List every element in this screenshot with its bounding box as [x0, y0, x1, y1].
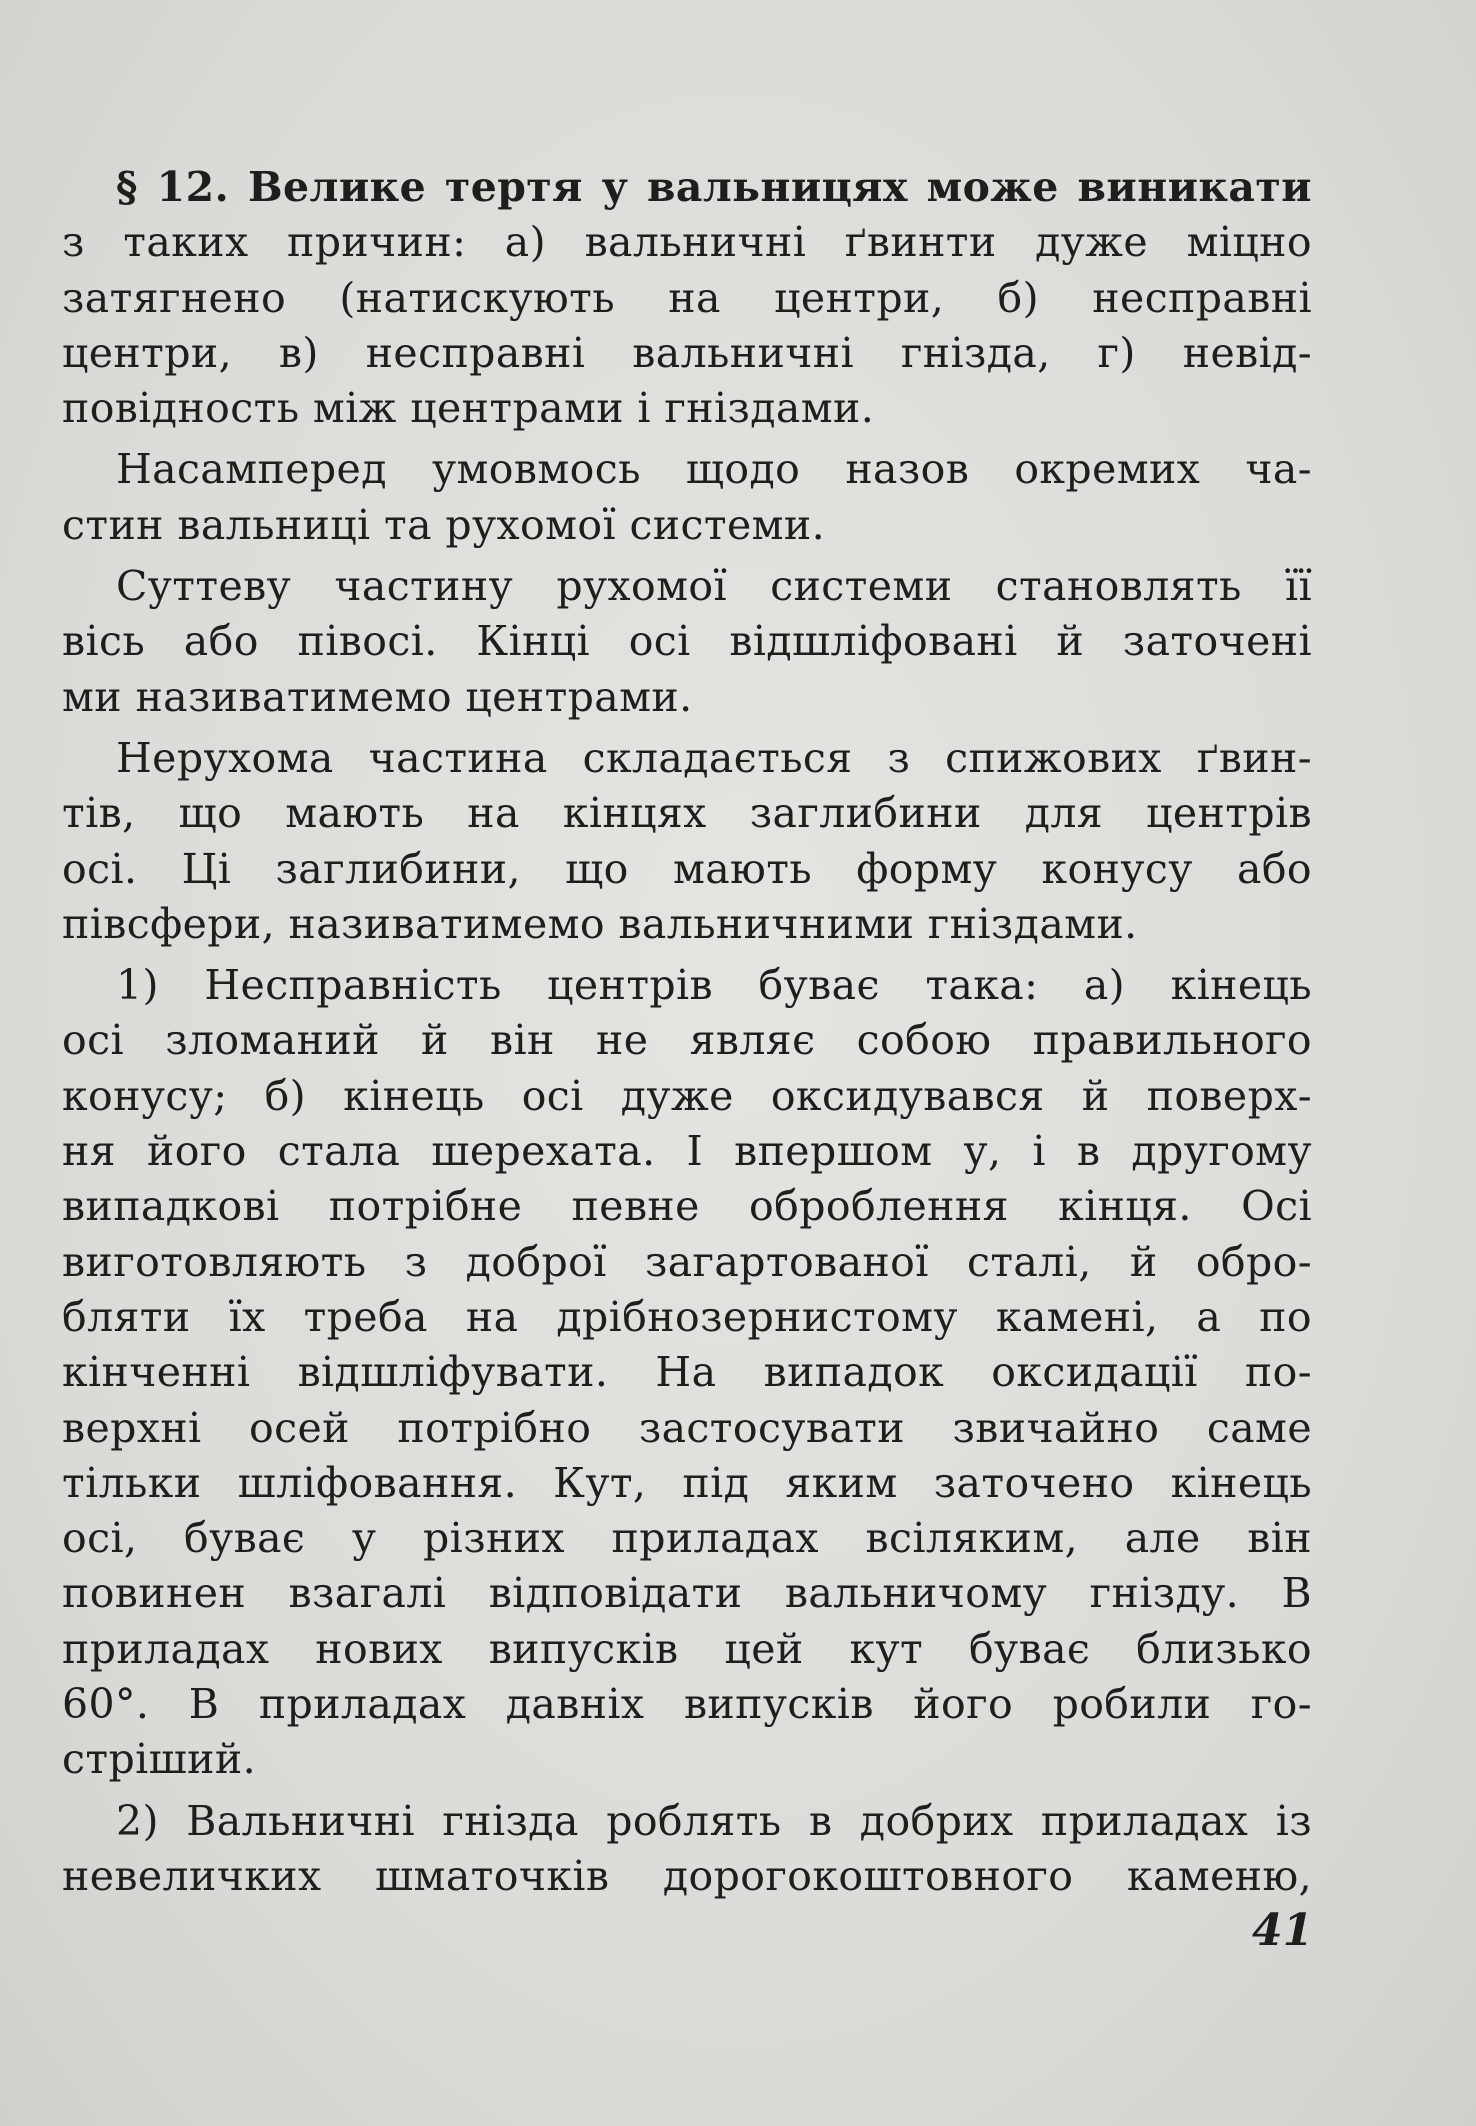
text-line: повинен взагалі відповідати вальничому гнізду. В — [62, 1569, 1312, 1618]
paragraph-axis — [62, 559, 1312, 725]
text-line: невеличких шматочків дорогокоштовного каменю, — [62, 1851, 1312, 1900]
text-line: виготовляють з доброї загартованої сталі, й обро- — [62, 1237, 1312, 1286]
text-line: тів, що мають на кінцях заглибини для центрів — [62, 789, 1312, 838]
text-line: приладах нових випусків цей кут буває близько — [62, 1624, 1312, 1673]
text-line: ми називатимемо центрами. — [62, 672, 693, 721]
text-line: стин вальниці та рухомої системи. — [62, 500, 826, 549]
text-line: 60°. В приладах давніх випусків його робили го- — [62, 1680, 1312, 1729]
text-line: Нерухома частина складається з спижових ґвин- — [116, 733, 1312, 782]
text-line: вісь або півосі. Кінці осі відшліфовані й заточені — [62, 617, 1312, 666]
text-line: центри, в) несправні вальничні гнізда, г) невід- — [62, 328, 1312, 377]
paragraph-section-12 — [62, 160, 1312, 436]
paragraph-fixed-part — [62, 731, 1312, 952]
text-line: 2) Вальничні гнізда роблять в добрих приладах із — [116, 1796, 1312, 1845]
paragraph-item-1 — [62, 958, 1312, 1787]
text-line: Насамперед умовмось щодо назов окремих ча- — [116, 445, 1312, 494]
text-line: повідность між центрами і гніздами. — [62, 384, 875, 433]
text-line: бляти їх треба на дрібнозернистому камені, а по — [62, 1292, 1312, 1341]
text-line: стріший. — [62, 1735, 257, 1784]
text-line: випадкові потрібне певне оброблення кінця. Осі — [62, 1182, 1312, 1231]
text-line: кінченні відшліфувати. На випадок оксидації по- — [62, 1348, 1312, 1397]
text-line: конусу; б) кінець осі дуже оксидувався й поверх- — [62, 1071, 1312, 1120]
text-line: Суттеву частину рухомої системи становлять її — [116, 562, 1312, 611]
text-line: осі. Ці заглибини, що мають форму конусу або — [62, 844, 1312, 893]
paragraph-terms — [62, 442, 1312, 553]
text-line: 1) Несправність центрів буває така: а) кінець — [116, 961, 1312, 1010]
text-line: § 12. Велике тертя у вальницях може виникати — [116, 163, 1312, 211]
page-number: 41 — [1252, 1905, 1314, 1956]
text-line: тільки шліфовання. Кут, під яким заточено кінець — [62, 1458, 1312, 1507]
text-line: півсфери, називатимемо вальничними гніздами. — [62, 899, 1138, 948]
text-line: верхні осей потрібно застосувати звичайно саме — [62, 1403, 1312, 1452]
page-text — [62, 160, 1312, 1910]
paragraph-item-2 — [62, 1794, 1312, 1905]
text-line: осі, буває у різних приладах всіляким, але він — [62, 1514, 1312, 1563]
text-line: осі зломаний й він не являє собою правильного — [62, 1016, 1312, 1065]
text-line: затягнено (натискують на центри, б) несправні — [62, 273, 1312, 322]
text-line: ня його стала шерехата. І впершом у, і в другому — [62, 1127, 1312, 1176]
text-line: з таких причин: а) вальничні ґвинти дуже міцно — [62, 218, 1312, 267]
